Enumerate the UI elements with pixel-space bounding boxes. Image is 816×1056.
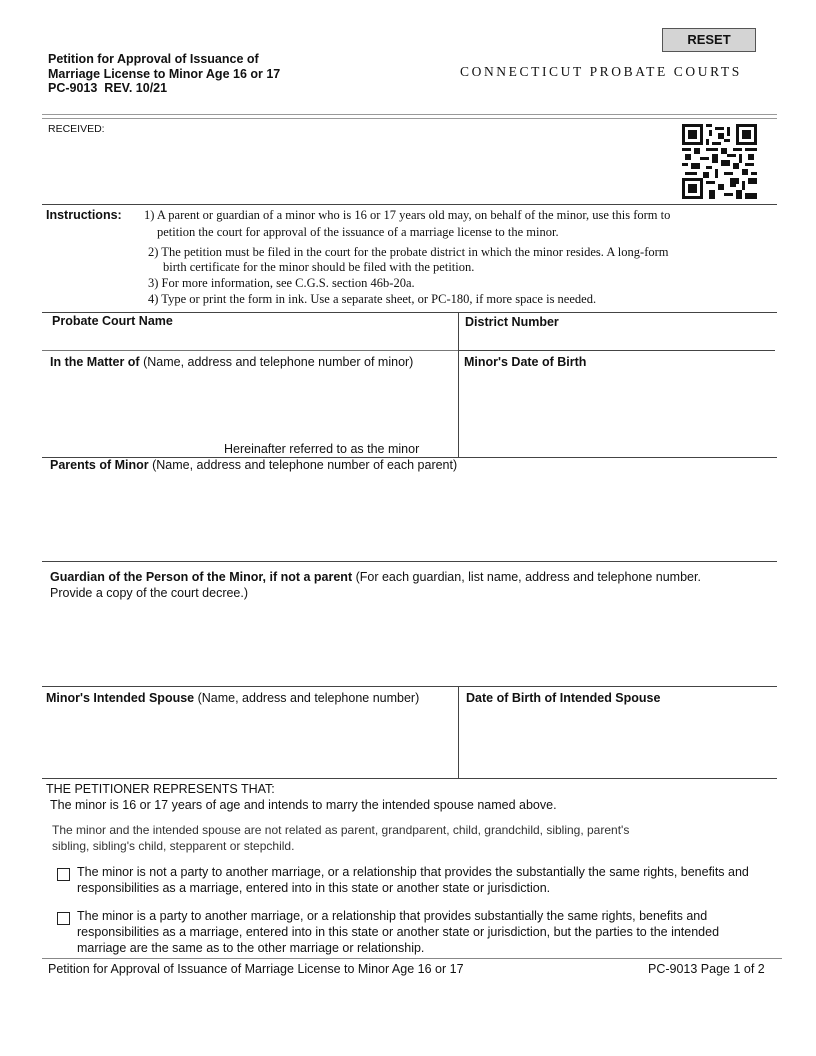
district-number-label: District Number bbox=[465, 315, 559, 329]
not-married-checkbox[interactable] bbox=[57, 868, 70, 881]
header-divider-top bbox=[42, 114, 777, 115]
footer-title: Petition for Approval of Issuance of Marriage License to Minor Age 16 or 17 bbox=[48, 962, 464, 976]
in-matter-of-label bbox=[50, 355, 413, 369]
intended-spouse-field[interactable] bbox=[46, 708, 451, 774]
not-married-line2: responsibilities as a marriage, entered into in this state or another state or jurisdiction. bbox=[77, 881, 551, 895]
in-matter-of-note: (Name, address and telephone number of minor) bbox=[139, 355, 414, 369]
spouse-dob-field[interactable] bbox=[466, 708, 769, 774]
representations-heading: THE PETITIONER REPRESENTS THAT: bbox=[46, 782, 275, 796]
not-married-line1: The minor is not a party to another marriage, or a relationship that provides the substantially the same rights, benefits and bbox=[77, 865, 749, 879]
parents-label bbox=[50, 458, 457, 472]
grid-line-3 bbox=[42, 561, 777, 562]
intended-spouse-note: (Name, address and telephone number) bbox=[194, 691, 420, 705]
representation-relation-line1: The minor and the intended spouse are not related as parent, grandparent, child, grandchild, sibling, parent's bbox=[52, 823, 630, 837]
court-name: CONNECTICUT PROBATE COURTS bbox=[460, 64, 742, 79]
probate-court-name-field[interactable] bbox=[50, 330, 450, 348]
instructions-label: Instructions: bbox=[46, 208, 122, 222]
instruction-2-line2: birth certificate for the minor should be filed with the petition. bbox=[163, 260, 475, 274]
minor-dob-label: Minor's Date of Birth bbox=[464, 355, 587, 369]
grid-line-4 bbox=[42, 686, 777, 687]
representation-age: The minor is 16 or 17 years of age and intends to marry the intended spouse named above. bbox=[50, 798, 557, 812]
guardian-note-2: Provide a copy of the court decree.) bbox=[50, 586, 249, 600]
grid-line-court-bottom bbox=[42, 350, 458, 351]
reset-button[interactable]: RESET bbox=[662, 28, 756, 52]
form-title-line2: Marriage License to Minor Age 16 or 17 bbox=[48, 66, 281, 81]
in-matter-of-bold: In the Matter of bbox=[50, 355, 140, 369]
guardian-bold-2: the Person of the Minor, if not a parent bbox=[123, 570, 353, 584]
minor-dob-field[interactable] bbox=[464, 372, 769, 452]
footer-divider bbox=[42, 958, 782, 959]
guardian-label bbox=[50, 569, 701, 601]
grid-vertical-1 bbox=[458, 312, 459, 457]
already-married-line2: responsibilities as a marriage, entered into in this state or another state or jurisdiction, but the parties to the intended bbox=[77, 925, 720, 939]
parents-note: (Name, address and telephone number of each parent) bbox=[148, 458, 458, 472]
already-married-line1: The minor is a party to another marriage, or a relationship that provides substantially the same rights, benefits and bbox=[77, 909, 708, 923]
guardian-note-1: (For each guardian, list name, address and telephone number. bbox=[352, 570, 701, 584]
grid-line-1 bbox=[42, 312, 777, 313]
header-divider-bottom bbox=[42, 118, 777, 119]
form-number: PC-9013 bbox=[48, 81, 98, 95]
instruction-1-line2: petition the court for approval of the issuance of a marriage license to the minor. bbox=[157, 225, 559, 239]
representation-relation-line2: sibling, sibling's child, stepparent or stepchild. bbox=[52, 839, 295, 853]
guardian-bold-1: Guardian of bbox=[50, 570, 124, 584]
guardian-field[interactable] bbox=[50, 604, 770, 682]
instruction-1-line1: 1) A parent or guardian of a minor who is 16 or 17 years old may, on behalf of the minor, use this form to bbox=[144, 208, 671, 222]
intended-spouse-bold: Minor's Intended Spouse bbox=[46, 691, 195, 705]
grid-line-district-bottom bbox=[458, 350, 775, 351]
grid-vertical-2 bbox=[458, 686, 459, 778]
not-married-text bbox=[77, 864, 749, 896]
form-title bbox=[48, 52, 280, 96]
probate-court-name-label: Probate Court Name bbox=[52, 314, 173, 328]
qr-code-icon bbox=[682, 124, 757, 199]
instructions-top-line bbox=[42, 204, 777, 205]
form-revision: REV. 10/21 bbox=[104, 81, 168, 95]
representation-relation bbox=[52, 822, 629, 854]
intended-spouse-label bbox=[46, 691, 419, 705]
already-married-line3: marriage are the same as to the other marriage or relationship. bbox=[77, 941, 425, 955]
instruction-4: 4) Type or print the form in ink. Use a separate sheet, or PC-180, if more space is needed. bbox=[148, 292, 597, 306]
spouse-dob-label: Date of Birth of Intended Spouse bbox=[466, 691, 661, 705]
already-married-checkbox[interactable] bbox=[57, 912, 70, 925]
parents-field[interactable] bbox=[50, 476, 770, 558]
grid-line-5 bbox=[42, 778, 777, 779]
district-number-field[interactable] bbox=[464, 331, 769, 348]
hereinafter-note: Hereinafter referred to as the minor bbox=[224, 442, 420, 456]
already-married-text bbox=[77, 908, 719, 956]
form-title-line1: Petition for Approval of Issuance of bbox=[48, 52, 259, 66]
instruction-2-line1: 2) The petition must be filed in the court for the probate district in which the minor resides. A long-form bbox=[148, 245, 669, 259]
parents-bold: Parents of Minor bbox=[50, 458, 149, 472]
received-label: RECEIVED: bbox=[48, 123, 105, 135]
minor-info-field[interactable] bbox=[50, 372, 450, 438]
instruction-3: 3) For more information, see C.G.S. section 46b-20a. bbox=[148, 276, 415, 290]
footer-page-number: PC-9013 Page 1 of 2 bbox=[648, 962, 765, 976]
